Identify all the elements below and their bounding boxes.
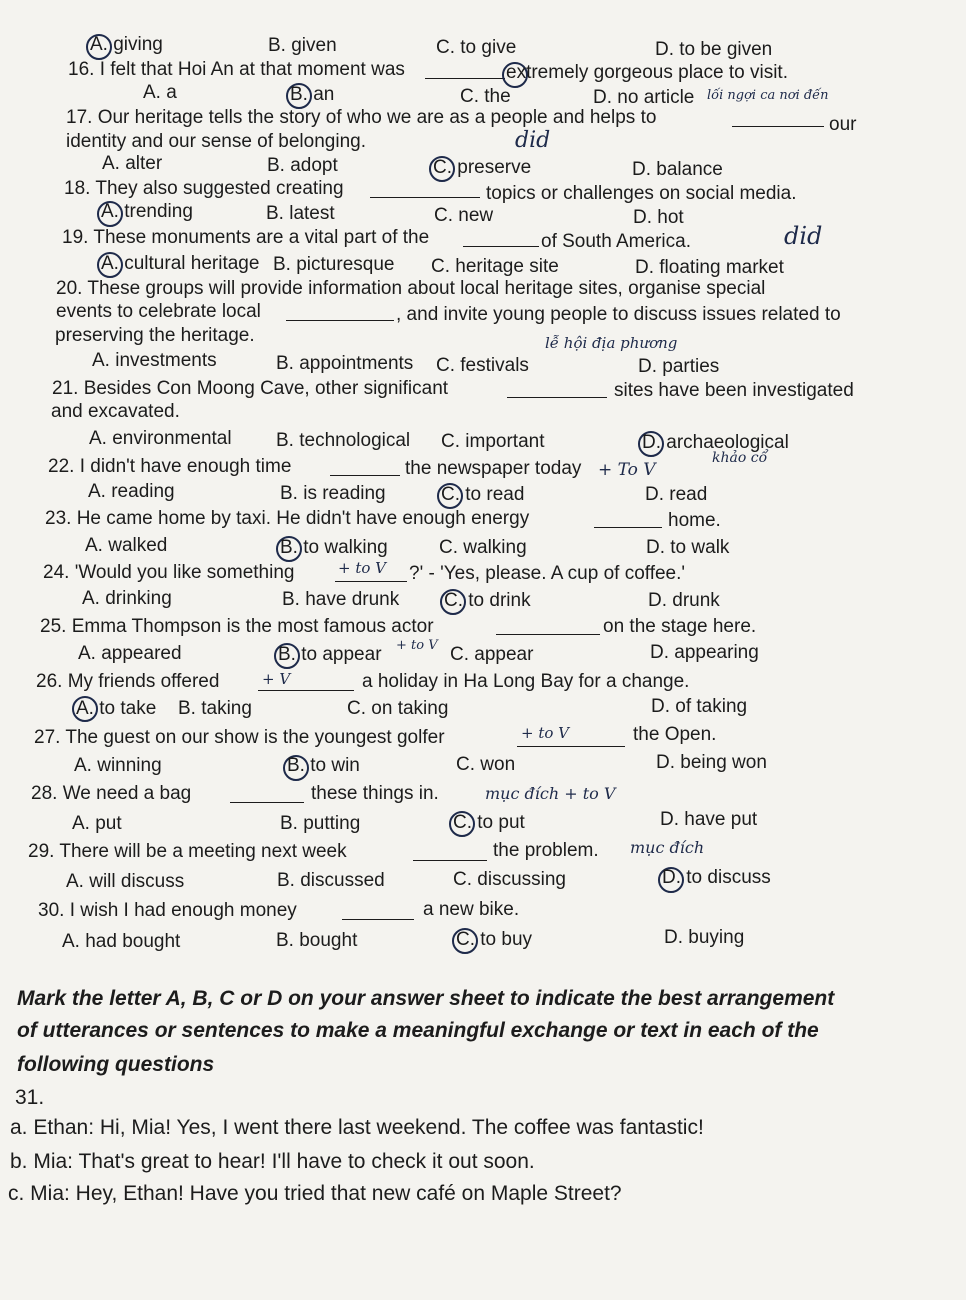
q29-option-d: D. to discuss (662, 867, 771, 888)
instruction-line-3: following questions (17, 1053, 215, 1076)
q23-stem-a: 23. He came home by taxi. He didn't have enough energy (45, 508, 530, 529)
q28-option-c: C. to put (453, 812, 525, 833)
q22-option-b: B. is reading (280, 483, 386, 504)
q24-stem-a: 24. 'Would you like something (43, 562, 295, 583)
q28-option-a: A. put (72, 813, 122, 834)
instruction-line-1: Mark the letter A, B, C or D on your answer sheet to indicate the best arrangement (17, 987, 835, 1010)
q17-option-d: D. balance (632, 159, 723, 180)
q25-option-c: C. appear (450, 644, 534, 665)
q16-stem-a: 16. I felt that Hoi An at that moment was (68, 59, 405, 80)
q24-option-b: B. have drunk (282, 589, 400, 610)
q15-option-c: C. to give (436, 37, 517, 58)
q18-option-d: D. hot (633, 207, 684, 228)
q19-blank (463, 232, 539, 247)
q30-option-c: C. to buy (456, 929, 533, 950)
handwritten-note: did (784, 222, 823, 250)
q18-option-c: C. new (434, 205, 494, 226)
q27-option-d: D. being won (656, 752, 767, 773)
q23-blank (594, 513, 662, 528)
q16-option-a: A. a (143, 82, 177, 103)
q21-blank (507, 383, 607, 398)
handwritten-note: + to V (338, 559, 386, 577)
q25-blank (496, 620, 600, 635)
q28-stem-a: 28. We need a bag (31, 783, 192, 804)
q28-option-d: D. have put (660, 809, 758, 830)
q20-stem-2a: events to celebrate local (56, 301, 261, 322)
q16-option-c: C. the (460, 86, 511, 107)
q20-stem-2b: , and invite young people to discuss issues related to (396, 304, 841, 325)
handwritten-note: lối ngợi ca nơi đến (707, 88, 829, 103)
q19-option-b: B. picturesque (273, 254, 395, 275)
q18-stem-a: 18. They also suggested creating (64, 178, 344, 199)
q17-stem-a: 17. Our heritage tells the story of who we are as a people and helps to (66, 107, 657, 128)
q25-stem-b: on the stage here. (603, 616, 757, 637)
q15-option-d: D. to be given (655, 39, 773, 60)
q16-blank (425, 64, 505, 79)
q24-option-a: A. drinking (82, 588, 172, 609)
q20-option-b: B. appointments (276, 353, 414, 374)
q31-item-a: a. Ethan: Hi, Mia! Yes, I went there last weekend. The coffee was fantastic! (10, 1116, 704, 1139)
q20-stem-3: preserving the heritage. (55, 325, 255, 346)
q21-option-a: A. environmental (89, 428, 232, 449)
q22-blank (330, 461, 400, 476)
q23-option-a: A. walked (85, 535, 168, 556)
q23-option-c: C. walking (439, 537, 527, 558)
q23-stem-b: home. (668, 510, 721, 531)
q18-option-b: B. latest (266, 203, 335, 224)
q29-option-a: A. will discuss (66, 871, 185, 892)
q25-stem-a: 25. Emma Thompson is the most famous actor (40, 616, 434, 637)
q26-option-c: C. on taking (347, 698, 449, 719)
q28-blank (230, 788, 304, 803)
q27-option-b: B. to win (287, 755, 360, 776)
q24-option-d: D. drunk (648, 590, 720, 611)
q29-stem-a: 29. There will be a meeting next week (28, 841, 347, 862)
q22-stem-a: 22. I didn't have enough time (48, 456, 292, 477)
q22-stem-b: the newspaper today (405, 458, 582, 479)
q17-stem-2: identity and our sense of belonging. (66, 131, 366, 152)
q25-option-a: A. appeared (78, 643, 182, 664)
q29-blank (413, 846, 487, 861)
q31-item-b: b. Mia: That's great to hear! I'll have to check it out soon. (10, 1150, 535, 1173)
q24-stem-b: ?' - 'Yes, please. A cup of coffee.' (409, 563, 686, 584)
q25-option-d: D. appearing (650, 642, 759, 663)
handwritten-note: mục đích + to V (485, 784, 616, 803)
q22-option-c: C. to read (441, 484, 525, 505)
q17-option-a: A. alter (102, 153, 163, 174)
q21-stem-1a: 21. Besides Con Moong Cave, other significant (52, 378, 449, 399)
q26-option-a: A. to take (76, 698, 157, 719)
q18-blank (370, 183, 480, 198)
q15-option-b: B. given (268, 35, 337, 56)
q21-option-b: B. technological (276, 430, 411, 451)
q22-option-a: A. reading (88, 481, 175, 502)
q18-stem-b: topics or challenges on social media. (486, 183, 797, 204)
q23-option-d: D. to walk (646, 537, 730, 558)
q29-option-c: C. discussing (453, 869, 566, 890)
q30-option-d: D. buying (664, 927, 745, 948)
q28-stem-b: these things in. (311, 783, 439, 804)
q20-stem-1: 20. These groups will provide information about local heritage sites, organise special (56, 278, 766, 299)
q22-option-d: D. read (645, 484, 708, 505)
q19-stem-b: of South America. (541, 231, 691, 252)
q31-number: 31. (15, 1086, 45, 1109)
handwritten-note: khảo cổ (712, 450, 768, 466)
q20-option-a: A. investments (92, 350, 217, 371)
q28-option-b: B. putting (280, 813, 361, 834)
q21-option-c: C. important (441, 431, 545, 452)
q17-blank (732, 112, 824, 127)
handwritten-note: + to V (521, 724, 569, 742)
handwritten-note: lễ hội địa phương (545, 334, 678, 352)
q21-stem-2: and excavated. (51, 401, 180, 422)
q30-stem-a: 30. I wish I had enough money (38, 900, 297, 921)
q29-stem-b: the problem. (493, 840, 599, 861)
q31-item-c: c. Mia: Hey, Ethan! Have you tried that new café on Maple Street? (8, 1182, 622, 1205)
handwritten-note: + V (262, 670, 291, 688)
q20-option-d: D. parties (638, 356, 720, 377)
q16-stem-b: extremely gorgeous place to visit. (506, 62, 788, 83)
q23-option-b: B. to walking (280, 537, 388, 558)
q29-option-b: B. discussed (277, 870, 385, 891)
q16-option-d: D. no article (593, 87, 695, 108)
q18-option-a: A. trending (101, 201, 193, 222)
q15-option-a: A. giving (90, 34, 163, 55)
q26-stem-a: 26. My friends offered (36, 671, 220, 692)
q19-option-a: A. cultural heritage (101, 253, 260, 274)
q21-option-d: D. archaeological (642, 432, 789, 453)
q19-stem-a: 19. These monuments are a vital part of the (62, 227, 430, 248)
q21-stem-1b: sites have been investigated (614, 380, 854, 401)
q17-option-c: C. preserve (433, 157, 532, 178)
q26-option-b: B. taking (178, 698, 252, 719)
q27-option-c: C. won (456, 754, 516, 775)
q30-blank (342, 905, 414, 920)
q24-option-c: C. to drink (444, 590, 531, 611)
q20-blank (286, 306, 394, 321)
handwritten-note: mục đích (630, 838, 705, 857)
q30-option-a: A. had bought (62, 931, 181, 952)
handwritten-note: + To V (598, 460, 656, 480)
q17-option-b: B. adopt (267, 155, 338, 176)
q25-option-b: B. to appear (278, 644, 382, 665)
handwritten-note: did (515, 128, 551, 153)
q27-option-a: A. winning (74, 755, 162, 776)
q30-option-b: B. bought (276, 930, 358, 951)
q27-stem-b: the Open. (633, 724, 717, 745)
q27-stem-a: 27. The guest on our show is the youngest golfer (34, 727, 445, 748)
q19-option-d: D. floating market (635, 257, 784, 278)
q19-option-c: C. heritage site (431, 256, 559, 277)
q26-stem-b: a holiday in Ha Long Bay for a change. (362, 671, 690, 692)
q30-stem-b: a new bike. (423, 899, 520, 920)
q17-stem-b: our (829, 114, 857, 135)
instruction-line-2: of utterances or sentences to make a meaningful exchange or text in each of the (17, 1019, 819, 1042)
q26-option-d: D. of taking (651, 696, 748, 717)
q16-option-b: B. an (290, 84, 335, 105)
q20-option-c: C. festivals (436, 355, 529, 376)
handwritten-note: + to V (396, 638, 438, 653)
